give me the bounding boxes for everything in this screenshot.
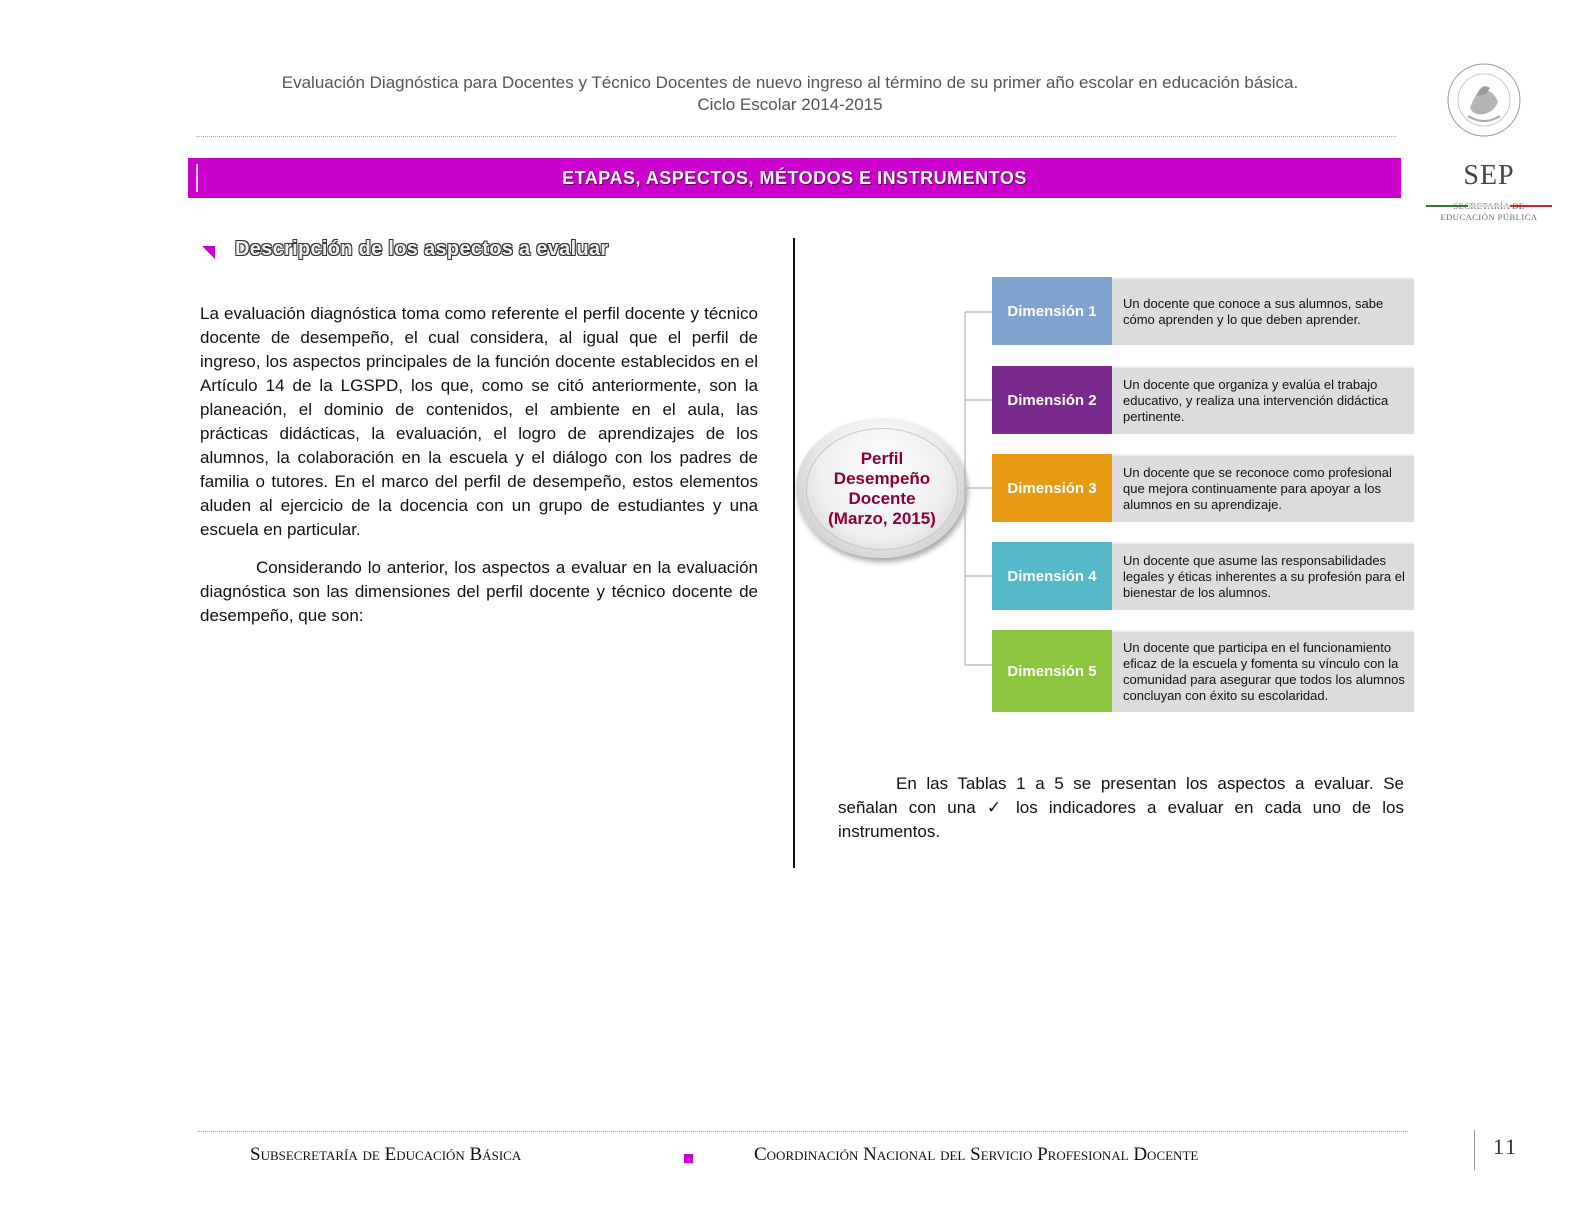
banner-accent bbox=[196, 164, 198, 192]
dimension-description: Un docente que asume las responsabilidades legales y éticas inherentes a su profesión para el bienestar de los alumnos. bbox=[1123, 553, 1405, 600]
profile-line4: (Marzo, 2015) bbox=[828, 509, 936, 528]
dimension-label: Dimensión 2 bbox=[992, 366, 1112, 434]
page-number-bar bbox=[1474, 1130, 1475, 1170]
dimension-label: Dimensión 1 bbox=[992, 277, 1112, 345]
dimension-label: Dimensión 5 bbox=[992, 630, 1112, 712]
sep-acronym: SEP bbox=[1463, 160, 1515, 191]
footer-subsecretaria: Subsecretaría de Educación Básica bbox=[250, 1144, 522, 1165]
paragraph-tables bbox=[838, 772, 1404, 844]
paragraph-intro: La evaluación diagnóstica toma como referente el perfil docente y técnico docente de desempeño, el cual considera, al igual que el perfil de ingreso, los aspectos principales de la función docente establecidos en el Artículo 14 de la LGSPD, los que, como se citó anteriormente, son la planeación, el dominio de contenidos, el ambiente en el aula, las prácticas didácticas, la evaluación, el logro de aprendizajes de los alumnos, la colaboración en la escuela y el diálogo con los padres de familia o tutores. En el marco del perfil de desempeño, estos elementos aluden al ejercicio de la docencia con un grupo de estudiantes y una escuela en particular. bbox=[200, 304, 758, 539]
dimension-description: Un docente que organiza y evalúa el trabajo educativo, y realiza una intervención didáctica pertinente. bbox=[1123, 377, 1389, 424]
footer-coordinacion: Coordinación Nacional del Servicio Profesional Docente bbox=[754, 1144, 1199, 1165]
document-header bbox=[190, 72, 1390, 116]
profile-line3: Docente bbox=[848, 489, 916, 508]
profile-oval bbox=[806, 428, 958, 550]
triangle-bullet-icon bbox=[202, 246, 215, 259]
footer-separator-icon bbox=[684, 1154, 693, 1163]
section-subtitle: Descripción de los aspectos a evaluar bbox=[235, 238, 609, 260]
checkmark-icon: ✓ bbox=[986, 798, 1002, 817]
dimension-label: Dimensión 4 bbox=[992, 542, 1112, 610]
dimension-row bbox=[992, 366, 1414, 434]
profile-line2: Desempeño bbox=[833, 469, 931, 488]
section-banner bbox=[188, 158, 1401, 198]
dimension-description: Un docente que se reconoce como profesional que mejora continuamente para apoyar a los alumnos en su aprendizaje. bbox=[1123, 465, 1392, 512]
footer-divider bbox=[198, 1131, 1408, 1132]
dimension-row bbox=[992, 277, 1414, 345]
header-title: Evaluación Diagnóstica para Docentes y Técnico Docentes de nuevo ingreso al término de su primer año escolar en educación básica. bbox=[281, 73, 1299, 92]
dimension-label: Dimensión 3 bbox=[992, 454, 1112, 522]
sep-logo bbox=[1424, 160, 1554, 223]
closing-text-start: En las Tablas 1 a 5 se presentan los aspectos a evaluar. Se señalan con una bbox=[838, 774, 1404, 817]
sep-name-line2: EDUCACIÓN PÚBLICA bbox=[1440, 212, 1538, 222]
banner-title: ETAPAS, ASPECTOS, MÉTODOS E INSTRUMENTOS bbox=[562, 167, 1027, 188]
dimension-row bbox=[992, 454, 1414, 522]
flag-stripe bbox=[1425, 194, 1553, 197]
header-cycle: Ciclo Escolar 2014-2015 bbox=[697, 95, 883, 114]
mexican-seal-icon bbox=[1446, 62, 1522, 138]
dimension-description: Un docente que participa en el funcionamiento eficaz de la escuela y fomenta su vínculo con la comunidad para asegurar que todos los alumnos concluyan con éxito su escolaridad. bbox=[1123, 640, 1405, 703]
page-number: 11 bbox=[1493, 1134, 1519, 1159]
dimension-row bbox=[992, 630, 1414, 712]
paragraph-dimensions: Considerando lo anterior, los aspectos a evaluar en la evaluación diagnóstica son las dimensiones del perfil docente y técnico docente de desempeño, que son: bbox=[200, 558, 758, 625]
profile-line1: Perfil bbox=[860, 449, 904, 468]
dimension-description: Un docente que conoce a sus alumnos, sabe cómo aprenden y lo que deben aprender. bbox=[1123, 296, 1384, 327]
column-divider bbox=[793, 238, 795, 868]
header-divider bbox=[196, 136, 1396, 137]
diagram-connector bbox=[962, 272, 992, 742]
dimension-row bbox=[992, 542, 1414, 610]
closing-text-end: los indicadores a evaluar en cada uno de los instrumentos. bbox=[838, 798, 1404, 841]
